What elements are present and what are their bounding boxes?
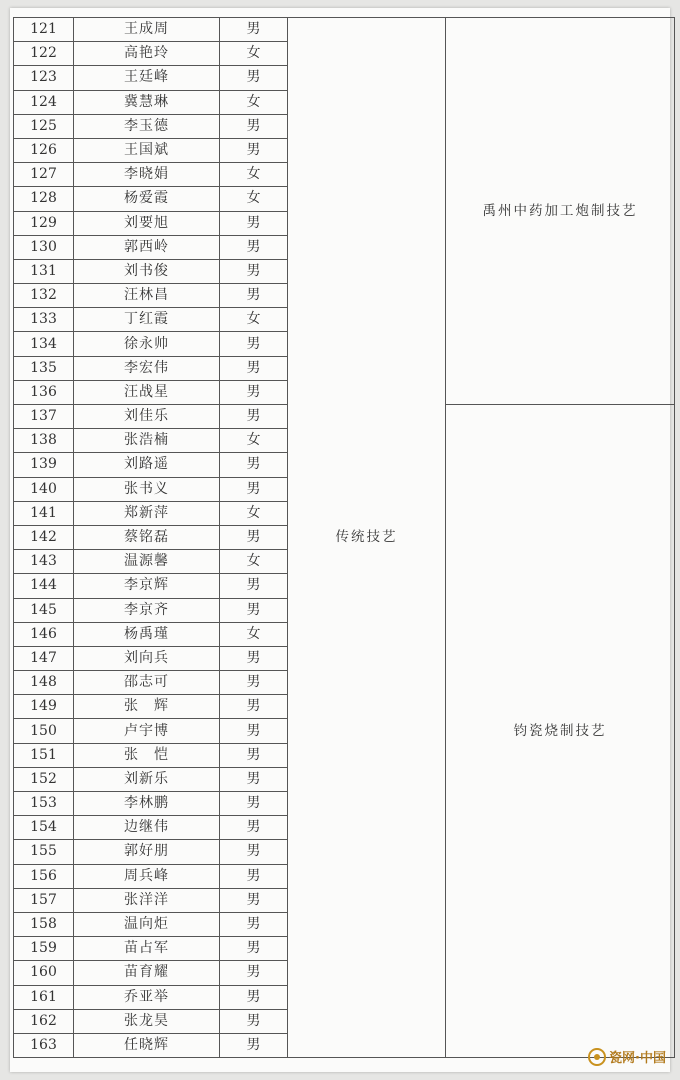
name-cell: 温向炬: [74, 912, 220, 936]
row-number-cell: 131: [14, 259, 74, 283]
gender-cell: 男: [220, 985, 288, 1009]
row-number-cell: 137: [14, 405, 74, 429]
name-cell: 汪林昌: [74, 284, 220, 308]
row-number-cell: 148: [14, 671, 74, 695]
row-number-cell: 124: [14, 90, 74, 114]
gender-cell: 男: [220, 332, 288, 356]
project-cell: 禹州中药加工炮制技艺: [446, 18, 675, 405]
name-cell: 刘向兵: [74, 646, 220, 670]
name-cell: 杨禹瑾: [74, 622, 220, 646]
row-number-cell: 160: [14, 961, 74, 985]
row-number-cell: 153: [14, 792, 74, 816]
gender-cell: 男: [220, 235, 288, 259]
gender-cell: 男: [220, 259, 288, 283]
gender-cell: 女: [220, 42, 288, 66]
name-cell: 任晓辉: [74, 1033, 220, 1057]
gender-cell: 男: [220, 284, 288, 308]
gender-cell: 男: [220, 453, 288, 477]
row-number-cell: 130: [14, 235, 74, 259]
name-cell: 高艳玲: [74, 42, 220, 66]
row-number-cell: 122: [14, 42, 74, 66]
gender-cell: 男: [220, 66, 288, 90]
row-number-cell: 139: [14, 453, 74, 477]
table-body: [14, 18, 675, 1058]
row-number-cell: 133: [14, 308, 74, 332]
row-number-cell: 146: [14, 622, 74, 646]
gender-cell: 男: [220, 1033, 288, 1057]
gender-cell: 男: [220, 525, 288, 549]
name-cell: 王成周: [74, 18, 220, 42]
row-number-cell: 159: [14, 937, 74, 961]
row-number-cell: 152: [14, 767, 74, 791]
name-cell: 温源馨: [74, 550, 220, 574]
gender-cell: 男: [220, 840, 288, 864]
gender-cell: 男: [220, 646, 288, 670]
gender-cell: 女: [220, 622, 288, 646]
inheritor-table: [13, 17, 675, 1058]
gender-cell: 男: [220, 477, 288, 501]
row-number-cell: 147: [14, 646, 74, 670]
gender-cell: 男: [220, 864, 288, 888]
name-cell: 张洋洋: [74, 888, 220, 912]
gender-cell: 男: [220, 18, 288, 42]
name-cell: 郑新萍: [74, 501, 220, 525]
row-number-cell: 157: [14, 888, 74, 912]
gender-cell: 男: [220, 719, 288, 743]
name-cell: 丁红霞: [74, 308, 220, 332]
gender-cell: 男: [220, 114, 288, 138]
name-cell: 卢宇博: [74, 719, 220, 743]
row-number-cell: 127: [14, 163, 74, 187]
gender-cell: 女: [220, 90, 288, 114]
name-cell: 乔亚举: [74, 985, 220, 1009]
gender-cell: 女: [220, 163, 288, 187]
row-number-cell: 128: [14, 187, 74, 211]
row-number-cell: 162: [14, 1009, 74, 1033]
gender-cell: 男: [220, 598, 288, 622]
gender-cell: 男: [220, 380, 288, 404]
gender-cell: 女: [220, 429, 288, 453]
gender-cell: 女: [220, 187, 288, 211]
gender-cell: 男: [220, 695, 288, 719]
name-cell: 张 恺: [74, 743, 220, 767]
gender-cell: 男: [220, 792, 288, 816]
porcelain-logo-icon: [588, 1048, 606, 1066]
name-cell: 冀慧琳: [74, 90, 220, 114]
row-number-cell: 151: [14, 743, 74, 767]
gender-cell: 男: [220, 574, 288, 598]
name-cell: 李京齐: [74, 598, 220, 622]
gender-cell: 男: [220, 211, 288, 235]
name-cell: 刘佳乐: [74, 405, 220, 429]
gender-cell: 男: [220, 888, 288, 912]
row-number-cell: 135: [14, 356, 74, 380]
gender-cell: 男: [220, 405, 288, 429]
row-number-cell: 129: [14, 211, 74, 235]
name-cell: 边继伟: [74, 816, 220, 840]
name-cell: 苗占军: [74, 937, 220, 961]
name-cell: 王国斌: [74, 138, 220, 162]
name-cell: 张浩楠: [74, 429, 220, 453]
row-number-cell: 150: [14, 719, 74, 743]
gender-cell: 男: [220, 912, 288, 936]
name-cell: 李玉德: [74, 114, 220, 138]
gender-cell: 男: [220, 937, 288, 961]
watermark-text: 瓷网·中国: [609, 1051, 666, 1066]
name-cell: 苗育耀: [74, 961, 220, 985]
project-cell: 钧瓷烧制技艺: [446, 405, 675, 1058]
row-number-cell: 132: [14, 284, 74, 308]
row-number-cell: 143: [14, 550, 74, 574]
row-number-cell: 154: [14, 816, 74, 840]
row-number-cell: 156: [14, 864, 74, 888]
gender-cell: 男: [220, 138, 288, 162]
name-cell: 李宏伟: [74, 356, 220, 380]
row-number-cell: 121: [14, 18, 74, 42]
name-cell: 杨爱霞: [74, 187, 220, 211]
name-cell: 邵志可: [74, 671, 220, 695]
row-number-cell: 140: [14, 477, 74, 501]
row-number-cell: 161: [14, 985, 74, 1009]
row-number-cell: 144: [14, 574, 74, 598]
name-cell: 蔡铭磊: [74, 525, 220, 549]
category-cell: 传统技艺: [288, 18, 446, 1058]
name-cell: 王廷峰: [74, 66, 220, 90]
row-number-cell: 158: [14, 912, 74, 936]
name-cell: 刘新乐: [74, 767, 220, 791]
gender-cell: 女: [220, 550, 288, 574]
gender-cell: 女: [220, 501, 288, 525]
name-cell: 徐永帅: [74, 332, 220, 356]
row-number-cell: 123: [14, 66, 74, 90]
site-watermark: [588, 1047, 666, 1066]
name-cell: 张龙昊: [74, 1009, 220, 1033]
name-cell: 郭西岭: [74, 235, 220, 259]
name-cell: 李林鹏: [74, 792, 220, 816]
name-cell: 李晓娟: [74, 163, 220, 187]
name-cell: 李京辉: [74, 574, 220, 598]
row-number-cell: 138: [14, 429, 74, 453]
gender-cell: 女: [220, 308, 288, 332]
name-cell: 周兵峰: [74, 864, 220, 888]
row-number-cell: 155: [14, 840, 74, 864]
gender-cell: 男: [220, 1009, 288, 1033]
row-number-cell: 141: [14, 501, 74, 525]
row-number-cell: 134: [14, 332, 74, 356]
row-number-cell: 163: [14, 1033, 74, 1057]
gender-cell: 男: [220, 961, 288, 985]
table-row: [14, 18, 675, 42]
name-cell: 刘要旭: [74, 211, 220, 235]
gender-cell: 男: [220, 671, 288, 695]
gender-cell: 男: [220, 743, 288, 767]
row-number-cell: 142: [14, 525, 74, 549]
row-number-cell: 149: [14, 695, 74, 719]
row-number-cell: 145: [14, 598, 74, 622]
name-cell: 张 辉: [74, 695, 220, 719]
name-cell: 张书义: [74, 477, 220, 501]
row-number-cell: 125: [14, 114, 74, 138]
gender-cell: 男: [220, 767, 288, 791]
name-cell: 刘路遥: [74, 453, 220, 477]
name-cell: 汪战星: [74, 380, 220, 404]
row-number-cell: 126: [14, 138, 74, 162]
gender-cell: 男: [220, 356, 288, 380]
gender-cell: 男: [220, 816, 288, 840]
name-cell: 刘书俊: [74, 259, 220, 283]
name-cell: 郭好朋: [74, 840, 220, 864]
row-number-cell: 136: [14, 380, 74, 404]
